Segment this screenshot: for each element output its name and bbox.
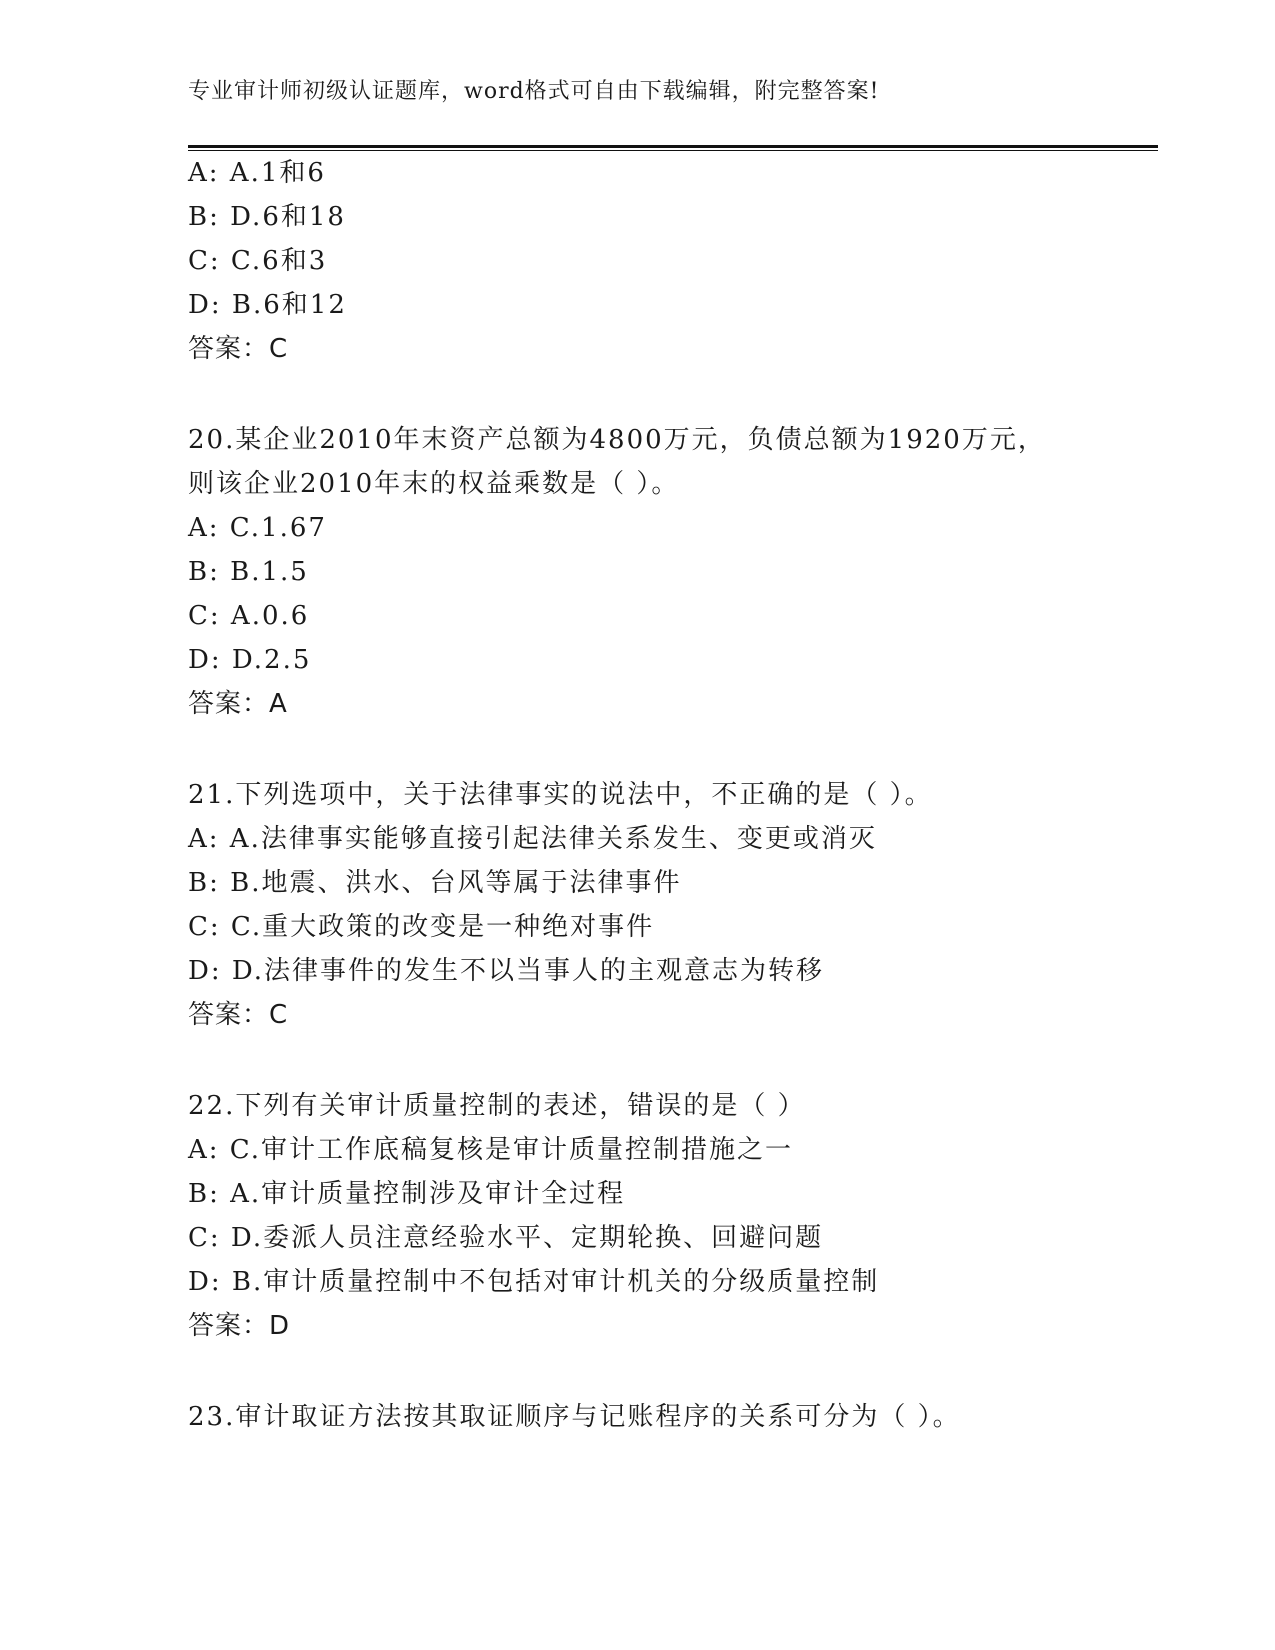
q19-option-c: C: C.6和3 <box>188 246 328 276</box>
q22-answer: 答案：D <box>188 1311 291 1341</box>
q21-option-d: D: D.法律事件的发生不以当事人的主观意志为转移 <box>188 956 825 986</box>
q20-option-a: A: C.1.67 <box>188 513 327 543</box>
q22-option-b: B: A.审计质量控制涉及审计全过程 <box>188 1179 626 1209</box>
q20-option-d: D: D.2.5 <box>188 645 312 675</box>
q20-stem-line1: 20.某企业2010年末资产总额为4800万元，负债总额为1920万元， <box>188 425 1046 455</box>
q21-stem: 21.下列选项中，关于法律事实的说法中，不正确的是（ ）。 <box>188 780 933 810</box>
q20-answer: 答案：A <box>188 689 288 719</box>
q19-answer: 答案：C <box>188 334 289 364</box>
q22-option-d: D: B.审计质量控制中不包括对审计机关的分级质量控制 <box>188 1267 880 1297</box>
header-divider <box>188 145 1158 151</box>
q19-option-b: B: D.6和18 <box>188 202 346 232</box>
q20-option-b: B: B.1.5 <box>188 557 309 587</box>
q22-stem: 22.下列有关审计质量控制的表述，错误的是（ ） <box>188 1091 806 1121</box>
q21-option-b: B: B.地震、洪水、台风等属于法律事件 <box>188 868 682 898</box>
q21-option-a: A: A.法律事实能够直接引起法律关系发生、变更或消灭 <box>188 824 877 854</box>
q19-option-d: D: B.6和12 <box>188 290 347 320</box>
q22-option-c: C: D.委派人员注意经验水平、定期轮换、回避问题 <box>188 1223 824 1253</box>
q22-option-a: A: C.审计工作底稿复核是审计质量控制措施之一 <box>188 1135 794 1165</box>
page-header-title: 专业审计师初级认证题库，word格式可自由下载编辑，附完整答案! <box>188 79 880 104</box>
q21-answer: 答案：C <box>188 1000 289 1030</box>
q20-option-c: C: A.0.6 <box>188 601 310 631</box>
q20-stem-line2: 则该企业2010年末的权益乘数是（ ）。 <box>188 469 680 499</box>
q23-stem: 23.审计取证方法按其取证顺序与记账程序的关系可分为（ ）。 <box>188 1402 961 1432</box>
q19-option-a: A: A.1和6 <box>188 158 326 188</box>
q21-option-c: C: C.重大政策的改变是一种绝对事件 <box>188 912 655 942</box>
